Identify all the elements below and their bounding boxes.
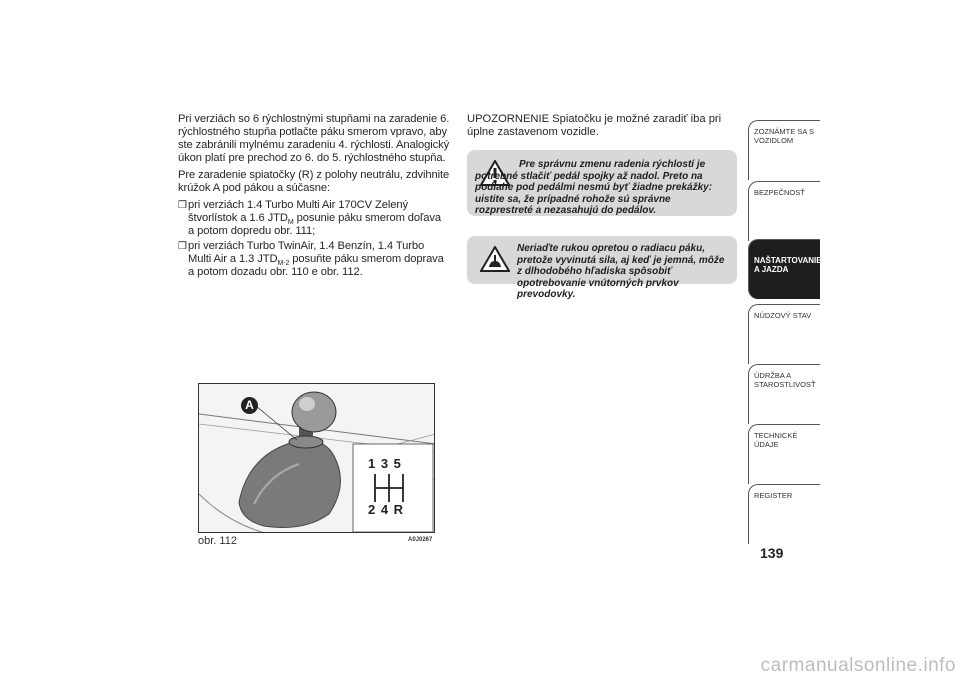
page-number: 139 bbox=[760, 545, 784, 561]
hand-on-lever-icon bbox=[480, 246, 510, 272]
checkbox-bullet-icon: ❒ bbox=[178, 241, 187, 252]
tab-safety[interactable]: BEZPEČNOSŤ bbox=[748, 181, 820, 241]
bullet-item: ❒ pri verziách 1.4 Turbo Multi Air 170CV Zelený štvorlístok a 1.6 $JTD_M$ posunie páku smerom doľava a potom dopredu obr. 111; bbox=[178, 199, 441, 237]
gear-top-labels: 1 3 5 bbox=[368, 456, 401, 471]
tab-maintenance[interactable]: ÚDRŽBA A STAROSTLIVOSŤ bbox=[748, 364, 820, 424]
left-text-column bbox=[178, 113, 450, 281]
notice-text: UPOZORNENIE Spiatočku je možné zaradiť iba pri úplne zastavenom vozidle. bbox=[467, 113, 722, 138]
warning-box-hand bbox=[467, 236, 737, 300]
paragraph-reverse: Pre zaradenie spiatočky (R) z polohy neutrálu, zdvihnite krúžok A pod pákou a súčasne: bbox=[178, 169, 450, 194]
callout-a-badge: A bbox=[241, 397, 258, 414]
gear-lever-figure bbox=[198, 383, 435, 533]
gear-bottom-labels: 2 4 R bbox=[368, 502, 404, 517]
tab-starting-driving[interactable]: NAŠTARTOVANIE A JAZDA bbox=[748, 239, 820, 299]
figure-code: A0J0267 bbox=[408, 537, 433, 543]
checkbox-bullet-icon: ❒ bbox=[178, 200, 187, 211]
warning-box-clutch bbox=[467, 150, 737, 216]
tab-vehicle[interactable]: ZOZNÁMTE SA S VOZIDLOM bbox=[748, 120, 820, 180]
watermark: carmanualsonline.info bbox=[760, 655, 956, 676]
bullet-item: ❒ pri verziách Turbo TwinAir, 1.4 Benzín, 1.4 Turbo Multi Air a 1.3 $JTD_{M-2}$ posuňte páku smerom doprava a potom dozadu obr. 110 e obr. 112. bbox=[178, 240, 444, 278]
warning-text-clutch: Pre správnu zmenu radenia rýchlostí je potrebné stlačiť pedál spojky až nadol. Preto na podlahe pod pedálmi nesmú byť žiadne prekážky: uistite sa, že prípadné rohože sú správne rozprestreté a nezasahujú do pedálov. bbox=[475, 159, 713, 216]
tab-emergency[interactable]: NÚDZOVÝ STAV bbox=[748, 304, 820, 364]
figure-caption: obr. 112 bbox=[198, 535, 237, 547]
tab-technical[interactable]: TECHNICKÉ ÚDAJE bbox=[748, 424, 820, 484]
warning-text-hand: Neriaďte rukou opretou o radiacu páku, pretože vyvinutá sila, aj keď je jemná, môže z dlhodobého hľadiska spôsobiť opotrebovanie vnútorných prvkov prevodovky. bbox=[517, 243, 725, 300]
tab-index[interactable]: REGISTER bbox=[748, 484, 820, 544]
paragraph-sixth-gear: Pri verziách so 6 rýchlostnými stupňami na zaradenie 6. rýchlostného stupňa potlačte páku smerom vpravo, aby ste zabránili mylnému zaradeniu 4. rýchlosti. Analogický úkon platí pre prechod zo 6. do 5. rýchlostného stupňa. bbox=[178, 113, 450, 164]
